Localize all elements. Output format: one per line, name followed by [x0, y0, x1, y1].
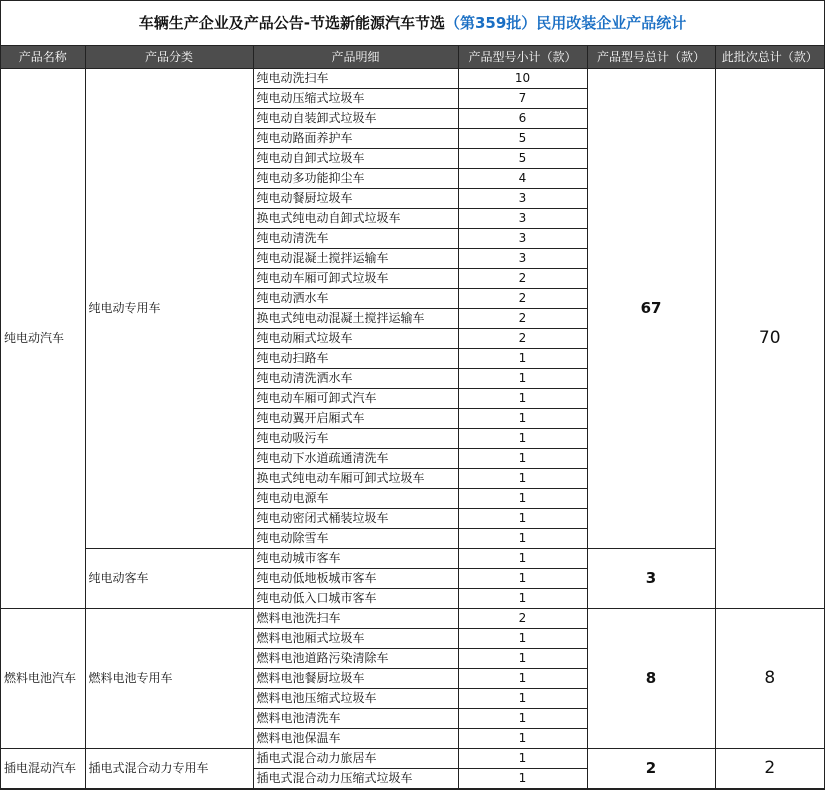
product-detail-cell: 纯电动城市客车 — [253, 549, 458, 569]
product-detail-cell: 燃料电池厢式垃圾车 — [253, 629, 458, 649]
model-subtotal-cell: 1 — [458, 449, 587, 469]
table-body — [1, 69, 824, 789]
product-detail-cell: 燃料电池洗扫车 — [253, 609, 458, 629]
model-subtotal-cell: 1 — [458, 369, 587, 389]
product-detail-cell: 纯电动电源车 — [253, 489, 458, 509]
product-detail-cell: 纯电动吸污车 — [253, 429, 458, 449]
page-title — [1, 1, 824, 46]
product-detail-cell: 换电式纯电动车厢可卸式垃圾车 — [253, 469, 458, 489]
model-subtotal-cell: 1 — [458, 489, 587, 509]
model-subtotal-cell: 1 — [458, 549, 587, 569]
product-detail-cell: 燃料电池道路污染清除车 — [253, 649, 458, 669]
product-detail-cell: 换电式纯电动自卸式垃圾车 — [253, 209, 458, 229]
model-subtotal-cell: 2 — [458, 269, 587, 289]
product-detail-cell: 纯电动车厢可卸式汽车 — [253, 389, 458, 409]
product-detail-cell: 纯电动翼开启厢式车 — [253, 409, 458, 429]
table-row — [1, 749, 824, 769]
header-product-name: 产品名称 — [1, 46, 85, 69]
model-subtotal-cell: 3 — [458, 229, 587, 249]
model-total-cell: 67 — [587, 69, 715, 549]
model-subtotal-cell: 1 — [458, 349, 587, 369]
product-category-cell: 燃料电池专用车 — [85, 609, 253, 749]
product-detail-cell: 燃料电池保温车 — [253, 729, 458, 749]
model-subtotal-cell: 6 — [458, 109, 587, 129]
model-total-cell: 8 — [587, 609, 715, 749]
product-name-cell: 纯电动汽车 — [1, 69, 85, 609]
model-subtotal-cell: 2 — [458, 609, 587, 629]
product-name-cell: 燃料电池汽车 — [1, 609, 85, 749]
model-total-cell: 2 — [587, 749, 715, 789]
product-detail-cell: 纯电动混凝土搅拌运输车 — [253, 249, 458, 269]
model-subtotal-cell: 2 — [458, 289, 587, 309]
product-detail-cell: 纯电动下水道疏通清洗车 — [253, 449, 458, 469]
model-subtotal-cell: 7 — [458, 89, 587, 109]
table-row — [1, 609, 824, 629]
model-subtotal-cell: 5 — [458, 129, 587, 149]
model-subtotal-cell: 1 — [458, 389, 587, 409]
model-subtotal-cell: 2 — [458, 309, 587, 329]
batch-total-cell: 2 — [715, 749, 824, 789]
model-subtotal-cell: 1 — [458, 509, 587, 529]
model-subtotal-cell: 1 — [458, 429, 587, 449]
product-detail-cell: 纯电动压缩式垃圾车 — [253, 89, 458, 109]
model-subtotal-cell: 1 — [458, 769, 587, 789]
product-name-cell: 插电混动汽车 — [1, 749, 85, 789]
product-detail-cell: 纯电动洗扫车 — [253, 69, 458, 89]
product-detail-cell: 纯电动低地板城市客车 — [253, 569, 458, 589]
model-subtotal-cell: 1 — [458, 569, 587, 589]
model-subtotal-cell: 1 — [458, 529, 587, 549]
model-subtotal-cell: 1 — [458, 589, 587, 609]
model-subtotal-cell: 3 — [458, 209, 587, 229]
product-detail-cell: 纯电动多功能抑尘车 — [253, 169, 458, 189]
product-detail-cell: 纯电动洒水车 — [253, 289, 458, 309]
product-detail-cell: 纯电动自卸式垃圾车 — [253, 149, 458, 169]
header-product-category: 产品分类 — [85, 46, 253, 69]
model-subtotal-cell: 1 — [458, 749, 587, 769]
model-subtotal-cell: 4 — [458, 169, 587, 189]
model-subtotal-cell: 1 — [458, 649, 587, 669]
model-subtotal-cell: 5 — [458, 149, 587, 169]
header-model-total: 产品型号总计（款） — [587, 46, 715, 69]
header-row — [1, 46, 824, 69]
model-subtotal-cell: 3 — [458, 249, 587, 269]
model-subtotal-cell: 1 — [458, 469, 587, 489]
product-detail-cell: 纯电动清洗洒水车 — [253, 369, 458, 389]
product-detail-cell: 纯电动餐厨垃圾车 — [253, 189, 458, 209]
product-detail-cell: 纯电动清洗车 — [253, 229, 458, 249]
product-detail-cell: 燃料电池餐厨垃圾车 — [253, 669, 458, 689]
table-row — [1, 69, 824, 89]
product-detail-cell: 纯电动除雪车 — [253, 529, 458, 549]
batch-total-cell: 70 — [715, 69, 824, 609]
model-subtotal-cell: 3 — [458, 189, 587, 209]
product-category-cell: 纯电动客车 — [85, 549, 253, 609]
product-detail-cell: 换电式纯电动混凝土搅拌运输车 — [253, 309, 458, 329]
product-detail-cell: 纯电动密闭式桶装垃圾车 — [253, 509, 458, 529]
product-detail-cell: 纯电动低入口城市客车 — [253, 589, 458, 609]
product-category-cell: 插电式混合动力专用车 — [85, 749, 253, 789]
model-total-cell: 3 — [587, 549, 715, 609]
model-subtotal-cell: 1 — [458, 709, 587, 729]
product-detail-cell: 插电式混合动力旅居车 — [253, 749, 458, 769]
header-product-detail: 产品明细 — [253, 46, 458, 69]
header-batch-total: 此批次总计（款） — [715, 46, 824, 69]
product-detail-cell: 纯电动路面养护车 — [253, 129, 458, 149]
header-model-subtotal: 产品型号小计（款） — [458, 46, 587, 69]
model-subtotal-cell: 1 — [458, 629, 587, 649]
model-subtotal-cell: 2 — [458, 329, 587, 349]
model-subtotal-cell: 1 — [458, 409, 587, 429]
product-category-cell: 纯电动专用车 — [85, 69, 253, 549]
product-detail-cell: 插电式混合动力压缩式垃圾车 — [253, 769, 458, 789]
batch-total-cell: 8 — [715, 609, 824, 749]
table-row — [1, 549, 824, 569]
product-detail-cell: 燃料电池压缩式垃圾车 — [253, 689, 458, 709]
title-main: 车辆生产企业及产品公告-节选新能源汽车节选 — [138, 14, 445, 32]
product-detail-cell: 燃料电池清洗车 — [253, 709, 458, 729]
product-detail-cell: 纯电动车厢可卸式垃圾车 — [253, 269, 458, 289]
product-detail-cell: 纯电动厢式垃圾车 — [253, 329, 458, 349]
product-detail-cell: 纯电动扫路车 — [253, 349, 458, 369]
title-highlight: （第359批）民用改装企业产品统计 — [444, 14, 687, 32]
model-subtotal-cell: 1 — [458, 689, 587, 709]
model-subtotal-cell: 10 — [458, 69, 587, 89]
product-table — [1, 46, 824, 789]
product-detail-cell: 纯电动自装卸式垃圾车 — [253, 109, 458, 129]
model-subtotal-cell: 1 — [458, 669, 587, 689]
model-subtotal-cell: 1 — [458, 729, 587, 749]
